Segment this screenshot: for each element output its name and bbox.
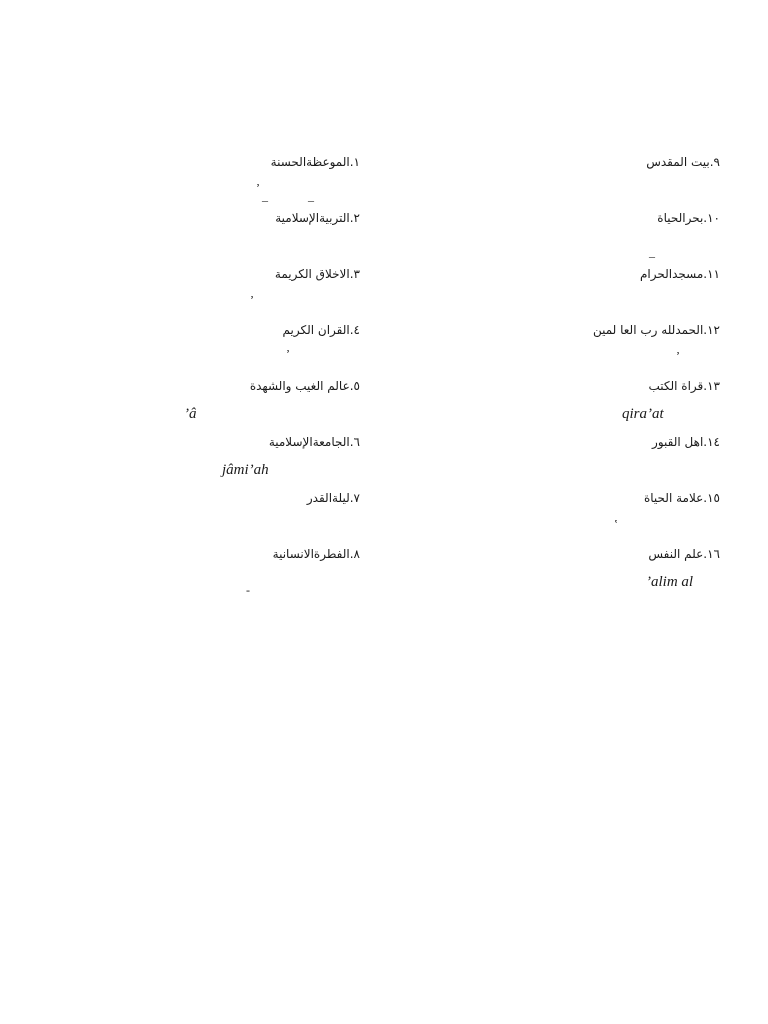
transliteration-5: ’â	[184, 406, 197, 422]
list-item-7: ٧.ليلةالقدر	[306, 491, 360, 505]
diacritic-mark: ʼ	[286, 347, 290, 361]
list-item-1: ١.الموعظةالحسنة	[270, 155, 360, 169]
diacritic-mark: ʼ	[256, 181, 260, 195]
list-item-2: ٢.التربيةالإسلامية	[275, 211, 360, 225]
underline-mark: _	[262, 189, 268, 203]
list-item-14: ١٤.اهل القبور	[652, 435, 720, 449]
list-item-8: ٨.الفطرةالانسانية	[272, 547, 360, 561]
transliteration-6: jâmi’ah	[222, 462, 269, 478]
list-item-12: ١٢.الحمدلله رب العا لمين	[592, 323, 720, 337]
list-item-4: ٤.القران الكريم	[282, 323, 360, 337]
list-item-11: ١١.مسجدالحرام	[639, 267, 720, 281]
list-item-10: ١٠.بحرالحياة	[657, 211, 720, 225]
underline-mark: -	[246, 583, 250, 597]
transliteration-13: qira’at	[622, 406, 664, 422]
list-item-16: ١٦.علم النفس	[648, 547, 720, 561]
list-item-13: ١٣.قراة الكتب	[648, 379, 720, 393]
list-item-5: ٥.عالم الغيب والشهدة	[249, 379, 360, 393]
diacritic-mark: ʼ	[250, 293, 254, 307]
list-item-3: ٣.الاخلاق الكريمة	[274, 267, 360, 281]
transliteration-16: ’alim al	[646, 574, 694, 590]
list-item-15: ١٥.علامة الحياة	[643, 491, 720, 505]
list-item-6: ٦.الجامعةالإسلامية	[268, 435, 360, 449]
diacritic-mark: ʽ	[614, 517, 618, 531]
list-item-9: ٩.بيت المقدس	[646, 155, 720, 169]
diacritic-mark: ʼ	[676, 349, 680, 363]
underline-mark: _	[308, 189, 314, 203]
underline-mark: _	[649, 245, 655, 259]
